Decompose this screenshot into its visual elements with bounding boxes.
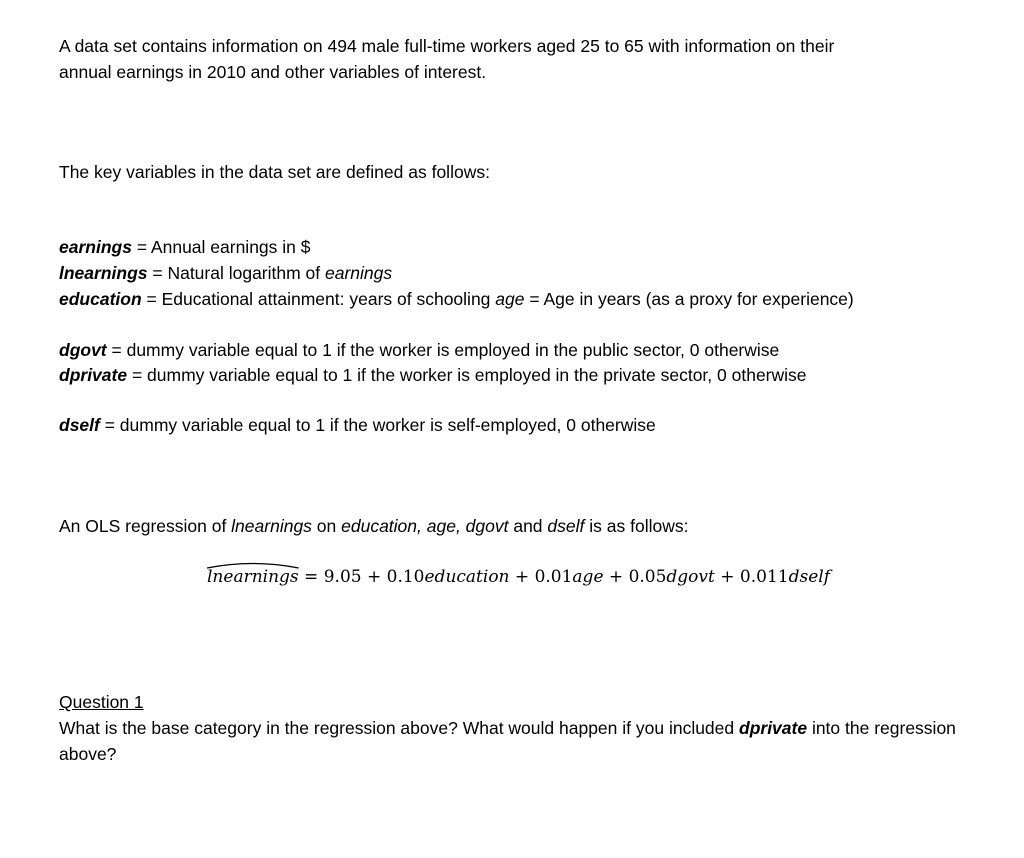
equation-var-2: age [572,567,604,587]
equation-plus-2: + [509,567,535,587]
regression-suffix: is as follows: [584,516,689,536]
equation-var-3: dgovt [666,567,715,587]
var-lnearnings: lnearnings [59,263,148,283]
equation-plus-4: + [714,567,740,587]
definitions-heading: The key variables in the data set are defined as follows: [59,162,490,182]
desc-lnearnings: = Natural logarithm of [147,263,326,283]
equation-coef-3: 0.05 [628,567,667,587]
var-dgovt: dgovt [59,340,107,360]
equation-intercept: 9.05 [323,567,362,587]
equation-coef-4: 0.011 [739,567,789,587]
equation-var-1: education [424,567,510,587]
regression-and: and [508,516,548,536]
question-text-bold: dprivate [739,718,808,738]
question-text-suffix: into the regression above? [59,718,956,764]
question-text [59,715,979,767]
question-title [59,689,144,715]
regression-regressors: education, age, dgovt [341,516,509,536]
regression-last-var: dself [547,516,585,536]
desc-dgovt: = dummy variable equal to 1 if the worker is employed in the public sector, 0 otherwise [106,340,780,360]
question-title-text: Question 1 [59,692,144,712]
intro-paragraph [59,33,834,85]
definition-dgovt [59,337,779,363]
definition-dself [59,412,656,438]
intro-line-1: A data set contains information on 494 male full-time workers aged 25 to 65 with information on their [59,36,835,56]
desc-dprivate: = dummy variable equal to 1 if the worker is employed in the private sector, 0 otherwise [127,365,807,385]
regression-equation [207,564,830,590]
equation-equals: = [298,567,324,587]
equation-plus-1: + [361,567,387,587]
desc-lnearnings-italic: earnings [325,263,393,283]
var-education: education [59,289,142,309]
equation-coef-1: 0.10 [386,567,425,587]
hat-accent [207,561,299,569]
definition-lnearnings [59,260,392,286]
definition-earnings [59,234,311,260]
equation-lhs [207,564,299,590]
regression-intro-prefix: An OLS regression of [59,516,232,536]
var-dself: dself [59,415,100,435]
desc-age: = Age in years (as a proxy for experience) [524,289,854,309]
equation-coef-2: 0.01 [534,567,573,587]
definition-education-age [59,286,854,312]
var-dprivate: dprivate [59,365,128,385]
regression-dep-var: lnearnings [231,516,312,536]
desc-earnings: = Annual earnings in $ [131,237,311,257]
definition-dprivate [59,362,807,388]
equation-var-4: dself [788,567,830,587]
intro-line-2: annual earnings in 2010 and other variables of interest. [59,62,487,82]
regression-intro [59,513,688,539]
desc-dself: = dummy variable equal to 1 if the worker is self-employed, 0 otherwise [99,415,656,435]
document-page [59,0,999,858]
regression-on: on [311,516,342,536]
desc-education: = Educational attainment: years of schooling [141,289,496,309]
var-age: age [495,289,525,309]
equation-plus-3: + [603,567,629,587]
var-earnings: earnings [59,237,132,257]
equation-lhs-var: lnearnings [207,567,299,587]
question-text-prefix: What is the base category in the regression above? What would happen if you included [59,718,739,738]
